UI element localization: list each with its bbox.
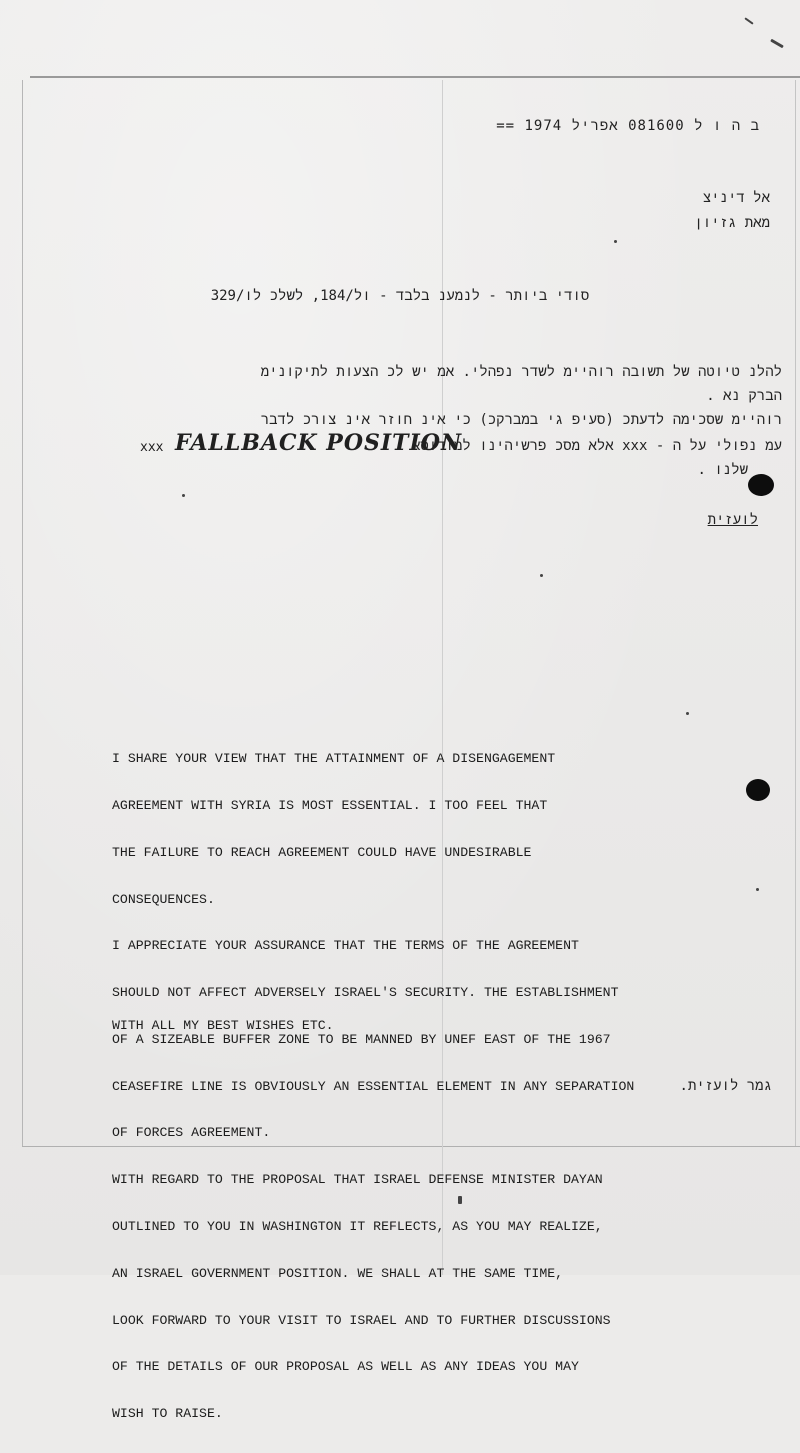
english-body xyxy=(112,720,634,1453)
ink-blot xyxy=(748,474,774,496)
hebrew-body-line-1: להלנ טיוטה של תשובה רוהיימ לשדר נפהלי. אמ יש לכ הצעות לתיקונימ xyxy=(260,364,782,380)
classification-text: סודי ביותר - לנמענ בלבד - ול/184, לשלכ לו/329 xyxy=(210,288,590,304)
scan-speck xyxy=(540,574,543,577)
right-fold-line xyxy=(795,80,796,1146)
sender-line: מאת גזיון xyxy=(694,215,770,231)
english-line: CONSEQUENCES. xyxy=(112,891,215,907)
hebrew-body-line-3: רוהיימ שסכימה לדעתכ (סעיפ גי במברקכ) כי אינ חוזר אינ צורכ לדבר xyxy=(260,412,782,428)
hebrew-body-line-4: עמ נפולי על ה - xxx אלא מסכ פרשיהינו למודוסא xyxy=(411,438,782,454)
closing-line: WITH ALL MY BEST WISHES ETC. xyxy=(112,1018,334,1033)
english-line: WITH REGARD TO THE PROPOSAL THAT ISRAEL DEFENSE MINISTER DAYAN xyxy=(112,1172,603,1188)
hebrew-body-line-2: הברק נא . xyxy=(706,388,782,404)
scan-speck xyxy=(770,39,784,49)
recipient-line: אל דיניצ xyxy=(702,190,770,206)
english-line: AN ISRAEL GOVERNMENT POSITION. WE SHALL AT THE SAME TIME, xyxy=(112,1265,564,1281)
classification-line xyxy=(0,288,800,305)
english-line: I APPRECIATE YOUR ASSURANCE THAT THE TERMS OF THE AGREEMENT xyxy=(112,938,579,954)
scan-speck xyxy=(756,888,759,891)
english-line: AGREEMENT WITH SYRIA IS MOST ESSENTIAL. I TOO FEEL THAT xyxy=(112,797,548,813)
english-line: OF THE DETAILS OF OUR PROPOSAL AS WELL AS ANY IDEAS YOU MAY xyxy=(112,1359,579,1375)
english-line: WISH TO RAISE. xyxy=(112,1406,223,1422)
scan-speck xyxy=(744,17,753,24)
top-rule xyxy=(30,76,800,78)
handwritten-insert: FALLBACK POSITION xyxy=(175,430,463,456)
english-line: OUTLINED TO YOU IN WASHINGTON IT REFLECTS, AS YOU MAY REALIZE, xyxy=(112,1219,603,1234)
english-line: CEASEFIRE LINE IS OBVIOUSLY AN ESSENTIAL ELEMENT IN ANY SEPARATION xyxy=(112,1078,635,1094)
ink-blot xyxy=(746,779,770,801)
english-line: OF A SIZEABLE BUFFER ZONE TO BE MANNED BY UNEF EAST OF THE 1967 xyxy=(112,1031,611,1047)
english-line: I SHARE YOUR VIEW THAT THE ATTAINMENT OF A DISENGAGEMENT xyxy=(112,751,556,767)
english-line: THE FAILURE TO REACH AGREEMENT COULD HAVE UNDESIRABLE xyxy=(112,844,532,860)
scan-speck xyxy=(458,1196,462,1204)
section-label-foreign: לועזית xyxy=(707,512,758,528)
end-foreign-marker: גמר לועזית. xyxy=(679,1078,772,1094)
english-line: SHOULD NOT AFFECT ADVERSELY ISRAEL'S SECURITY. THE ESTABLISHMENT xyxy=(112,985,619,1001)
scan-speck xyxy=(614,240,617,243)
left-margin-line xyxy=(22,80,23,1146)
hebrew-body-line-5: שלנו . xyxy=(697,462,748,478)
scan-speck xyxy=(686,712,689,715)
english-line: OF FORCES AGREEMENT. xyxy=(112,1125,271,1141)
english-line: LOOK FORWARD TO YOUR VISIT TO ISRAEL AND TO FURTHER DISCUSSIONS xyxy=(112,1312,611,1328)
scan-speck xyxy=(182,494,185,497)
xxx-marker: xxx xyxy=(140,440,164,455)
message-header: ב ה ו ל 081600 אפריל 1974 == xyxy=(496,118,760,134)
